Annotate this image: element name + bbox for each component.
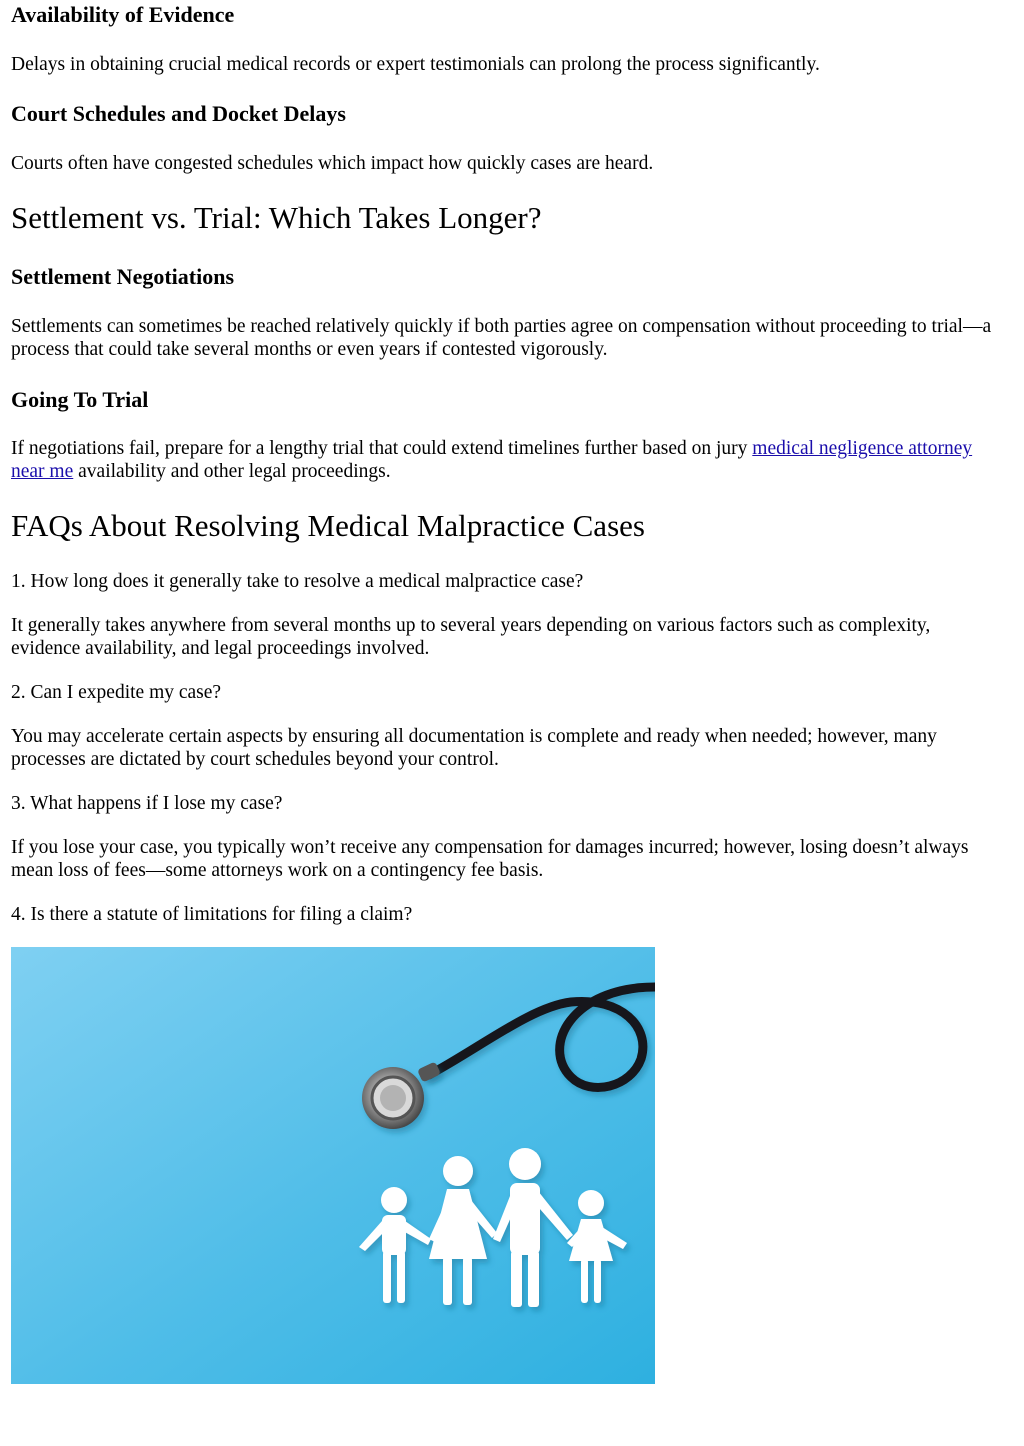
heading-faqs: FAQs About Resolving Medical Malpractice Cases <box>11 508 645 543</box>
faq-question-2: 2. Can I expedite my case? <box>11 682 222 703</box>
heading-settlement-negotiations: Settlement Negotiations <box>11 264 235 289</box>
heading-settlement-vs-trial: Settlement vs. Trial: Which Takes Longer? <box>11 200 542 235</box>
trial-text-before: If negotiations fail, prepare for a lengthy trial that could extend timelines further based on jury <box>11 438 753 459</box>
paragraph-evidence: Delays in obtaining crucial medical records or expert testimonials can prolong the process significantly. <box>11 54 820 75</box>
paragraph-trial <box>11 437 1001 483</box>
faq-answer-1: It generally takes anywhere from several months up to several years depending on various factors such as complexity, evidence availability, and legal proceedings involved. <box>11 615 931 659</box>
faq-question-3: 3. What happens if I lose my case? <box>11 793 283 814</box>
heading-court-schedules: Court Schedules and Docket Delays <box>11 101 346 126</box>
paragraph-court: Courts often have congested schedules which impact how quickly cases are heard. <box>11 153 654 174</box>
heading-availability-of-evidence: Availability of Evidence <box>11 2 235 27</box>
faq-question-1: 1. How long does it generally take to resolve a medical malpractice case? <box>11 571 584 592</box>
medical-negligence-attorney-link[interactable]: medical negligence attorney near me <box>11 438 973 482</box>
stethoscope-family-image <box>11 947 655 1384</box>
paragraph-negotiations: Settlements can sometimes be reached relatively quickly if both parties agree on compensation without proceeding to trial—a process that could take several months or even years if contested vigorously. <box>11 316 992 360</box>
faq-question-4: 4. Is there a statute of limitations for filing a claim? <box>11 904 413 925</box>
faq-answer-3: If you lose your case, you typically won’t receive any compensation for damages incurred; however, losing doesn’t always mean loss of fees—some attorneys work on a contingency fee basis. <box>11 837 969 881</box>
heading-going-to-trial: Going To Trial <box>11 387 149 412</box>
trial-text-after: availability and other legal proceedings. <box>73 461 391 482</box>
faq-answer-2: You may accelerate certain aspects by ensuring all documentation is complete and ready when needed; however, many processes are dictated by court schedules beyond your control. <box>11 726 937 770</box>
stethoscope-family-icon <box>11 947 655 1384</box>
